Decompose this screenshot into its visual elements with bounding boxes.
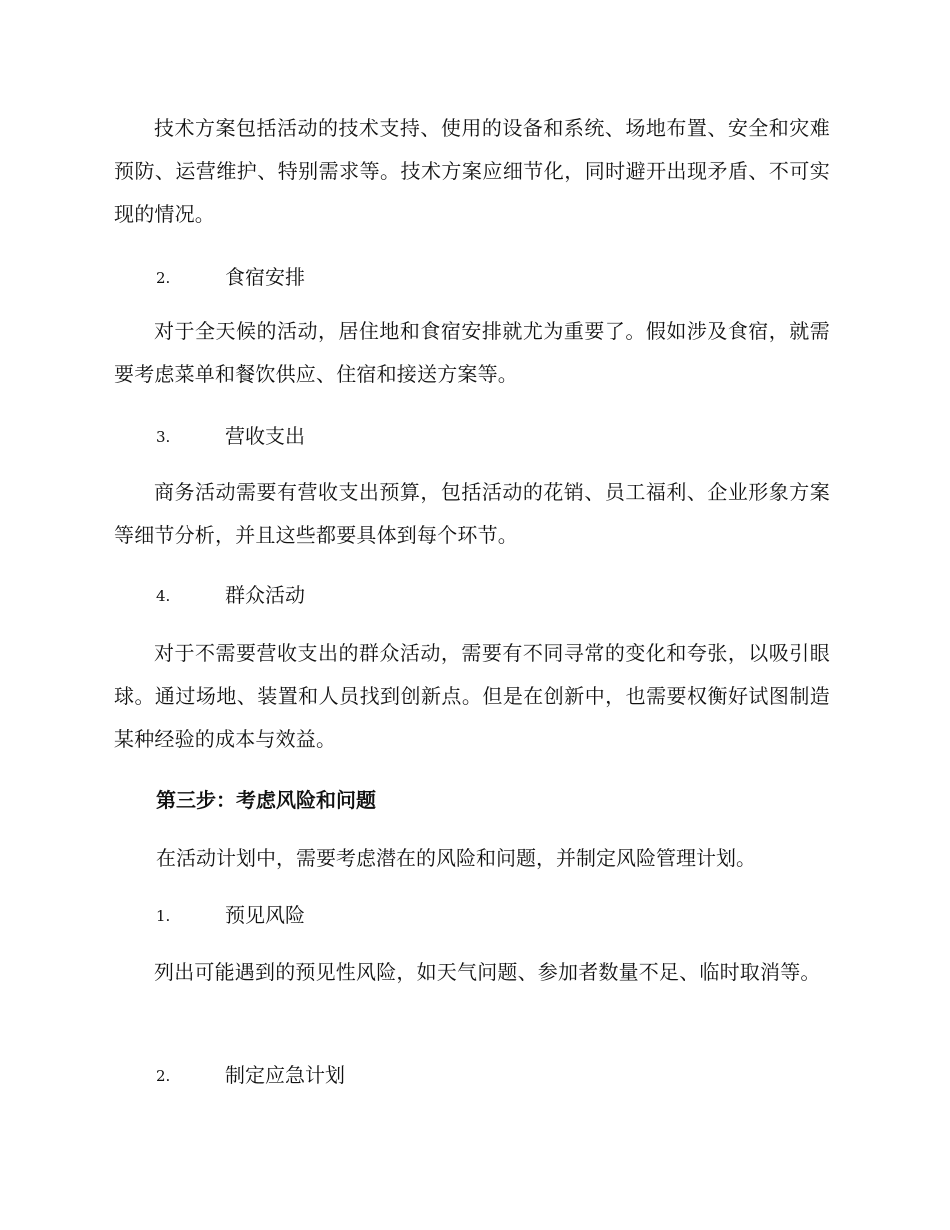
- list-label: 群众活动: [225, 583, 305, 607]
- list-number: 2.: [156, 269, 171, 287]
- list-item-contingency: [114, 1060, 830, 1090]
- list-label: 食宿安排: [225, 265, 305, 289]
- list-item-lodging: [114, 262, 830, 292]
- paragraph-lodging: 对于全天候的活动，居住地和食宿安排就尤为重要了。假如涉及食宿，就需要考虑菜单和餐饮供应、住宿和接送方案等。: [114, 319, 830, 386]
- paragraph-public-activity: 对于不需要营收支出的群众活动，需要有不同寻常的变化和夸张，以吸引眼球。通过场地、装置和人员找到创新点。但是在创新中，也需要权衡好试图制造某种经验的成本与效益。: [114, 641, 830, 751]
- list-label: 营收支出: [225, 424, 305, 448]
- list-number: 2.: [156, 1067, 171, 1085]
- paragraph-foreseen-risk: 列出可能遇到的预见性风险，如天气问题、参加者数量不足、临时取消等。: [154, 960, 821, 984]
- paragraph-risk-intro: 在活动计划中，需要考虑潜在的风险和问题，并制定风险管理计划。: [156, 846, 756, 870]
- list-label: 预见风险: [225, 903, 305, 927]
- list-item-budget: [114, 421, 830, 451]
- paragraph-budget: 商务活动需要有营收支出预算，包括活动的花销、员工福利、企业形象方案等细节分析，并且这些都要具体到每个环节。: [114, 480, 830, 547]
- list-item-foreseen-risk: [114, 900, 830, 930]
- list-item-public: [114, 580, 830, 610]
- section-heading-step3: 第三步：考虑风险和问题: [156, 788, 376, 812]
- list-number: 1.: [156, 907, 171, 925]
- list-number: 4.: [156, 587, 171, 605]
- list-number: 3.: [156, 428, 171, 446]
- paragraph-tech-plan: 技术方案包括活动的技术支持、使用的设备和系统、场地布置、安全和灾难预防、运营维护、特别需求等。技术方案应细节化，同时避开出现矛盾、不可实现的情况。: [114, 116, 830, 226]
- list-label: 制定应急计划: [225, 1063, 345, 1087]
